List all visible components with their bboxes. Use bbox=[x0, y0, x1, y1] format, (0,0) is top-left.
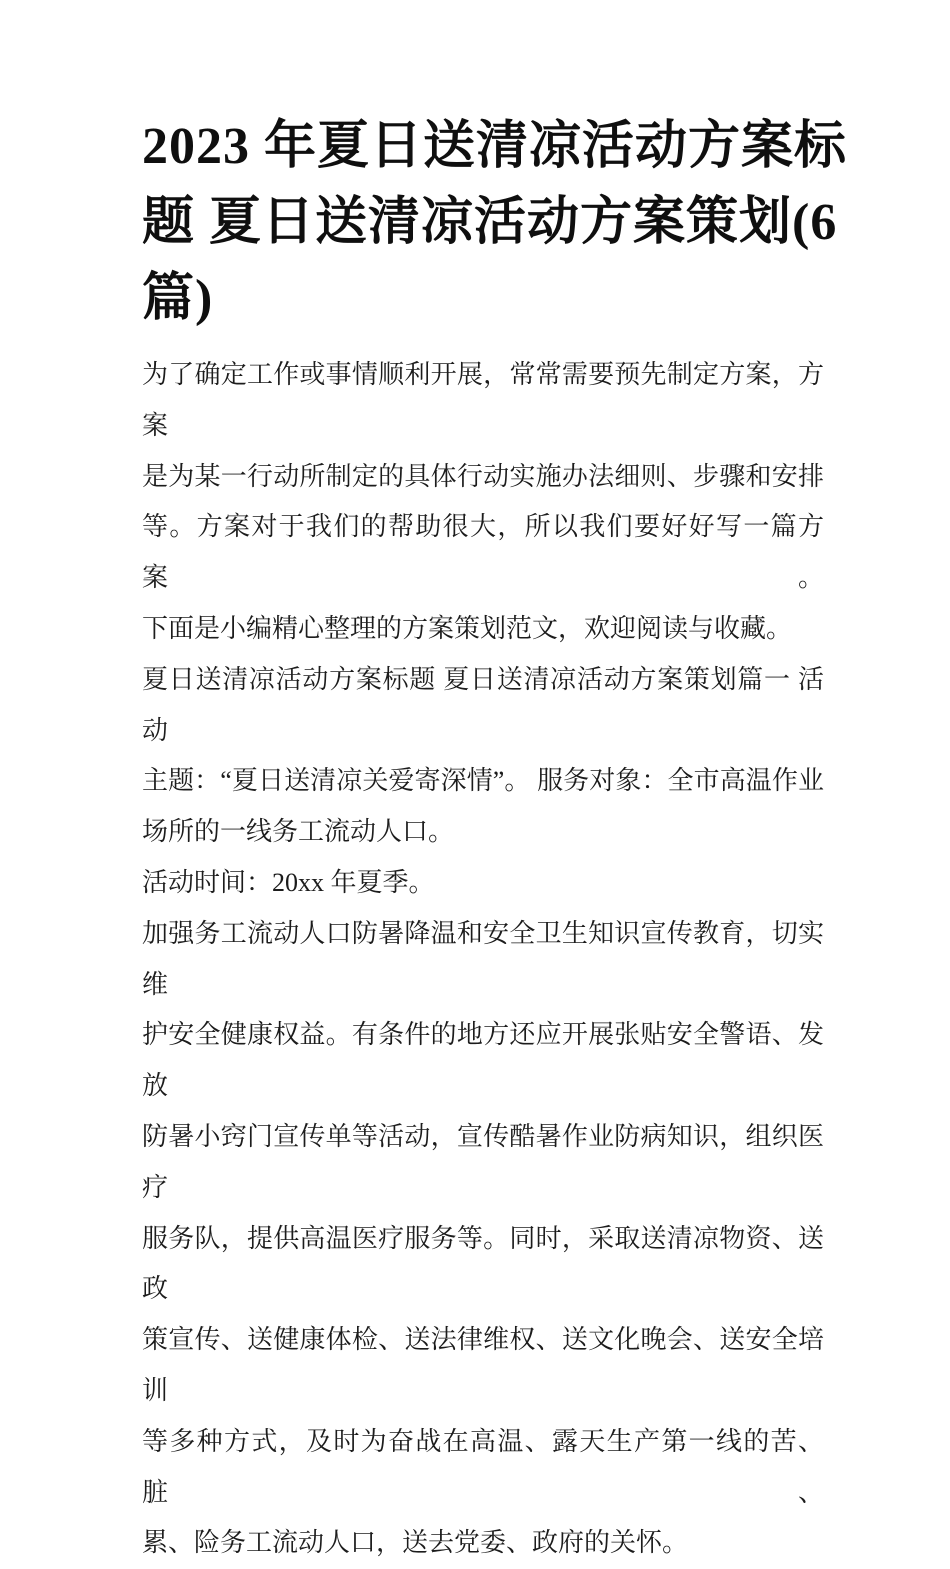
text-line: 场所的一线务工流动人口。 bbox=[142, 817, 455, 847]
text-line: 下面是小编精心整理的方案策划范文，欢迎阅读与收藏。 bbox=[142, 613, 793, 643]
text-line: 防暑小窍门宣传单等活动，宣传酷暑作业防病知识，组织医疗 bbox=[142, 1121, 824, 1202]
text-line: 护安全健康权益。有条件的地方还应开展张贴安全警语、发放 bbox=[142, 1020, 824, 1101]
document-body bbox=[142, 350, 824, 1569]
text-line: 为了确定工作或事情顺利开展，常常需要预先制定方案，方案 bbox=[142, 360, 824, 440]
text-line: 加强务工流动人口防暑降温和安全卫生知识宣传教育，切实维 bbox=[142, 918, 824, 999]
text-line: 夏日送清凉活动方案标题 夏日送清凉活动方案策划篇一 活动 bbox=[142, 664, 824, 745]
text-line: 服务队，提供高温医疗服务等。同时，采取送清凉物资、送政 bbox=[142, 1223, 824, 1304]
paragraph bbox=[142, 858, 824, 909]
document-content bbox=[142, 0, 848, 1569]
text-line: 等。方案对于我们的帮助很大，所以我们要好好写一篇方案。 bbox=[142, 512, 824, 593]
paragraph bbox=[142, 909, 824, 1569]
text-line: 累、险务工流动人口，送去党委、政府的关怀。 bbox=[142, 1528, 689, 1558]
text-line: 主题：“夏日送清凉关爱寄深情”。 服务对象：全市高温作业 bbox=[142, 766, 824, 796]
title-line: 2023 年夏日送清凉活动方案标 bbox=[142, 118, 848, 175]
document-title bbox=[142, 0, 848, 337]
paragraph bbox=[142, 655, 824, 858]
text-line: 等多种方式，及时为奋战在高温、露天生产第一线的苦、脏、 bbox=[142, 1426, 824, 1507]
text-line: 策宣传、送健康体检、送法律维权、送文化晚会、送安全培训 bbox=[142, 1325, 824, 1405]
text-line: 是为某一行动所制定的具体行动实施办法细则、步骤和安排 bbox=[142, 461, 824, 491]
text-line: 活动时间：20xx 年夏季。 bbox=[142, 867, 435, 897]
paragraph bbox=[142, 350, 824, 655]
title-line: 题 夏日送清凉活动方案策划(6 bbox=[142, 194, 838, 251]
title-line: 篇) bbox=[142, 270, 214, 327]
